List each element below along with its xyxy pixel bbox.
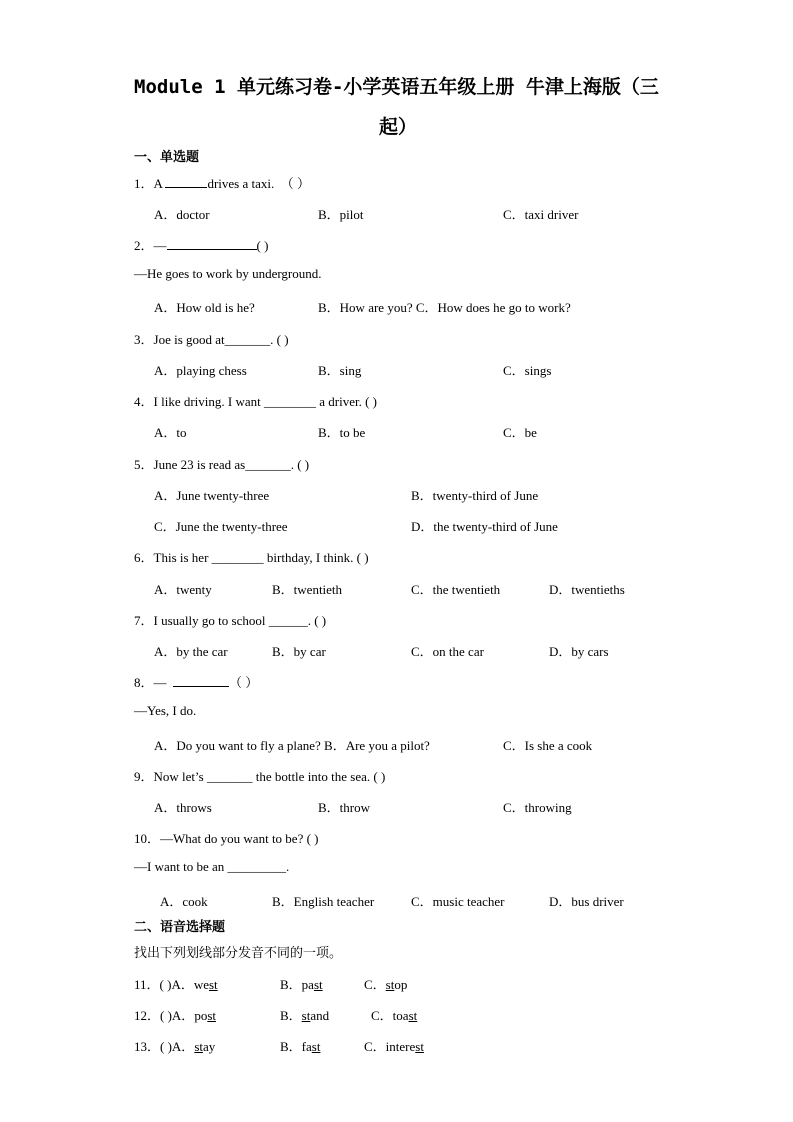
title-line-1: Module 1 单元练习卷-小学英语五年级上册 牛津上海版（三 <box>134 76 659 98</box>
question-5-option-b: B．twenty-third of June <box>411 488 539 503</box>
question-7-option-c: C．on the car <box>411 644 484 659</box>
question-2-option-a: A．How old is he? <box>154 300 255 315</box>
section-heading-phonics: 二、语音选择题 <box>134 920 226 935</box>
question-13-option-c: C．interest <box>364 1039 424 1054</box>
question-3-option-a: A．playing chess <box>154 363 247 378</box>
question-10-option-a: A．cook <box>160 894 208 909</box>
question-8-stem: 8．— （ ） <box>134 675 259 690</box>
question-13: 13．( )A．stay <box>134 1039 216 1054</box>
question-7-option-a: A．by the car <box>154 644 228 659</box>
section-2-instruction: 找出下列划线部分发音不同的一项。 <box>134 946 343 961</box>
question-13-option-b: B．fast <box>280 1039 321 1054</box>
question-4-option-c: C．be <box>503 425 537 440</box>
question-5-option-a: A．June twenty-three <box>154 488 270 503</box>
answer-blank <box>167 238 257 250</box>
question-4-option-a: A．to <box>154 425 187 440</box>
section-heading-single-choice: 一、单选题 <box>134 150 200 165</box>
question-2-stem: 2．— ( ) <box>134 238 269 253</box>
question-12-option-b: B．stand <box>280 1008 330 1023</box>
question-10-option-b: B．English teacher <box>272 894 375 909</box>
question-10-stem: 10．—What do you want to be? ( ) <box>134 831 319 846</box>
question-9-option-b: B．throw <box>318 800 371 815</box>
question-5-option-d: D．the twenty-third of June <box>411 519 558 534</box>
question-10-option-d: D．bus driver <box>549 894 624 909</box>
page-title <box>134 72 659 99</box>
question-3-option-b: B．sing <box>318 363 362 378</box>
question-2-reply: —He goes to work by underground. <box>134 266 322 281</box>
question-7-stem: 7．I usually go to school ______. ( ) <box>134 613 327 628</box>
question-4-option-b: B．to be <box>318 425 366 440</box>
question-9-option-c: C．throwing <box>503 800 572 815</box>
question-6-option-d: D．twentieths <box>549 582 625 597</box>
question-4-stem: 4．I like driving. I want ________ a driver. ( ) <box>134 394 377 409</box>
question-11-option-c: C．stop <box>364 977 408 992</box>
question-8-reply: —Yes, I do. <box>134 703 197 718</box>
question-5-option-c: C．June the twenty-three <box>154 519 288 534</box>
question-9-option-a: A．throws <box>154 800 212 815</box>
question-11-option-b: B．past <box>280 977 323 992</box>
question-12-option-c: C．toast <box>371 1008 418 1023</box>
question-1-option-c: C．taxi driver <box>503 207 579 222</box>
question-8-option-c: C．Is she a cook <box>503 738 593 753</box>
question-10-reply: —I want to be an _________. <box>134 859 290 874</box>
question-1-option-b: B．pilot <box>318 207 364 222</box>
question-6-option-b: B．twentieth <box>272 582 343 597</box>
question-5-stem: 5．June 23 is read as_______. ( ) <box>134 457 310 472</box>
question-1-stem: 1．A drives a taxi. （ ） <box>134 176 310 191</box>
question-10-option-c: C．music teacher <box>411 894 505 909</box>
question-2-option-bc: B．How are you? C．How does he go to work? <box>318 300 571 315</box>
question-6-option-a: A．twenty <box>154 582 212 597</box>
question-3-stem: 3．Joe is good at_______. ( ) <box>134 332 289 347</box>
answer-blank <box>165 176 207 188</box>
question-9-stem: 9．Now let’s _______ the bottle into the sea. ( ) <box>134 769 386 784</box>
question-6-stem: 6．This is her ________ birthday, I think. ( ) <box>134 550 369 565</box>
question-6-option-c: C．the twentieth <box>411 582 501 597</box>
question-12: 12．( )A．post <box>134 1008 216 1023</box>
answer-blank <box>173 675 229 687</box>
title-line-2: 起） <box>379 116 418 138</box>
question-8-option-ab: A．Do you want to fly a plane? B．Are you a pilot? <box>154 738 430 753</box>
question-1-option-a: A．doctor <box>154 207 210 222</box>
question-11: 11．( )A．west <box>134 977 218 992</box>
question-7-option-b: B．by car <box>272 644 326 659</box>
question-3-option-c: C．sings <box>503 363 552 378</box>
question-7-option-d: D．by cars <box>549 644 609 659</box>
